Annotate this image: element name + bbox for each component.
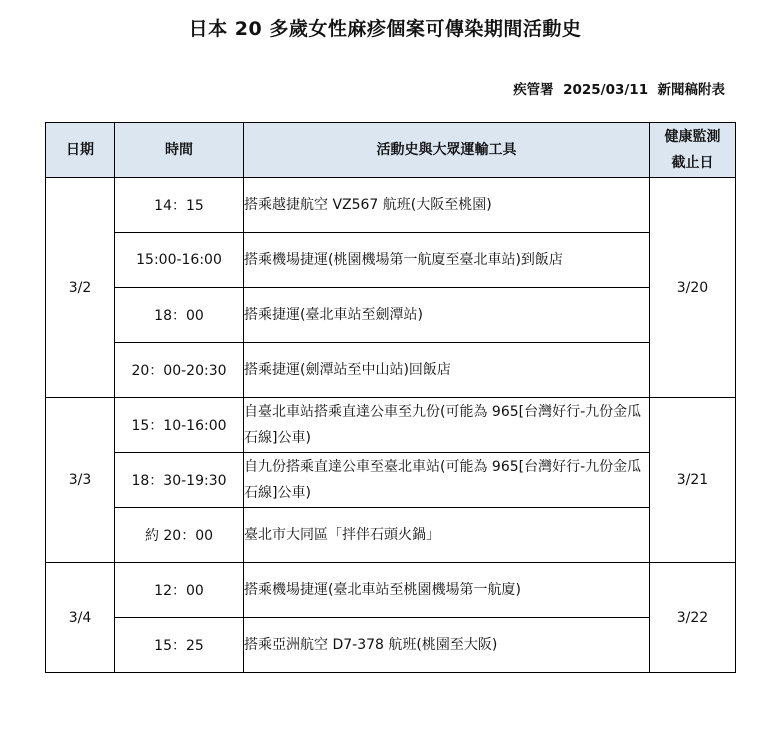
table-row: [46, 508, 736, 563]
document-subtitle: 疾管署 2025/03/11 新聞稿附表: [513, 82, 725, 98]
time-cell: 14：15: [115, 178, 244, 233]
date-cell: 3/4: [46, 563, 115, 673]
time-cell: 18：00: [115, 288, 244, 343]
activity-cell: 自臺北車站搭乘直達公車至九份(可能為 965[台灣好行-九份金瓜石線]公車): [244, 398, 650, 453]
table-row: [46, 398, 736, 453]
time-cell: 15：25: [115, 618, 244, 673]
deadline-cell: 3/20: [650, 178, 736, 398]
date-cell: 3/2: [46, 178, 115, 398]
deadline-cell: 3/22: [650, 563, 736, 673]
table-row: [46, 453, 736, 508]
table-row: [46, 618, 736, 673]
activity-cell: 搭乘越捷航空 VZ567 航班(大阪至桃園): [244, 178, 650, 233]
header-deadline-line2: 截止日: [671, 155, 714, 171]
table-row: [46, 233, 736, 288]
activity-cell: 搭乘亞洲航空 D7-378 航班(桃園至大阪): [244, 618, 650, 673]
activity-history-table: [45, 122, 736, 673]
table-row: [46, 288, 736, 343]
time-cell: 約 20：00: [115, 508, 244, 563]
deadline-cell: 3/21: [650, 398, 736, 563]
table-row: [46, 178, 736, 233]
activity-cell: 搭乘捷運(劍潭站至中山站)回飯店: [244, 343, 650, 398]
page-title: 日本 20 多歲女性麻疹個案可傳染期間活動史: [188, 18, 582, 40]
header-time: 時間: [115, 123, 244, 178]
header-date: 日期: [46, 123, 115, 178]
time-cell: 18：30-19:30: [115, 453, 244, 508]
activity-cell: 臺北市大同區「拌伴石頭火鍋」: [244, 508, 650, 563]
activity-cell: 搭乘機場捷運(臺北車站至桃園機場第一航廈): [244, 563, 650, 618]
table-row: [46, 343, 736, 398]
date-cell: 3/3: [46, 398, 115, 563]
time-cell: 20：00-20:30: [115, 343, 244, 398]
table-row: [46, 563, 736, 618]
header-activity: 活動史與大眾運輸工具: [244, 123, 650, 178]
time-cell: 15：10-16:00: [115, 398, 244, 453]
header-deadline: [650, 123, 736, 178]
activity-cell: 搭乘機場捷運(桃園機場第一航廈至臺北車站)到飯店: [244, 233, 650, 288]
time-cell: 12：00: [115, 563, 244, 618]
activity-cell: 自九份搭乘直達公車至臺北車站(可能為 965[台灣好行-九份金瓜石線]公車): [244, 453, 650, 508]
activity-cell: 搭乘捷運(臺北車站至劍潭站): [244, 288, 650, 343]
header-deadline-line1: 健康監測: [664, 129, 721, 145]
table-header-row: [46, 123, 736, 178]
time-cell: 15:00-16:00: [115, 233, 244, 288]
